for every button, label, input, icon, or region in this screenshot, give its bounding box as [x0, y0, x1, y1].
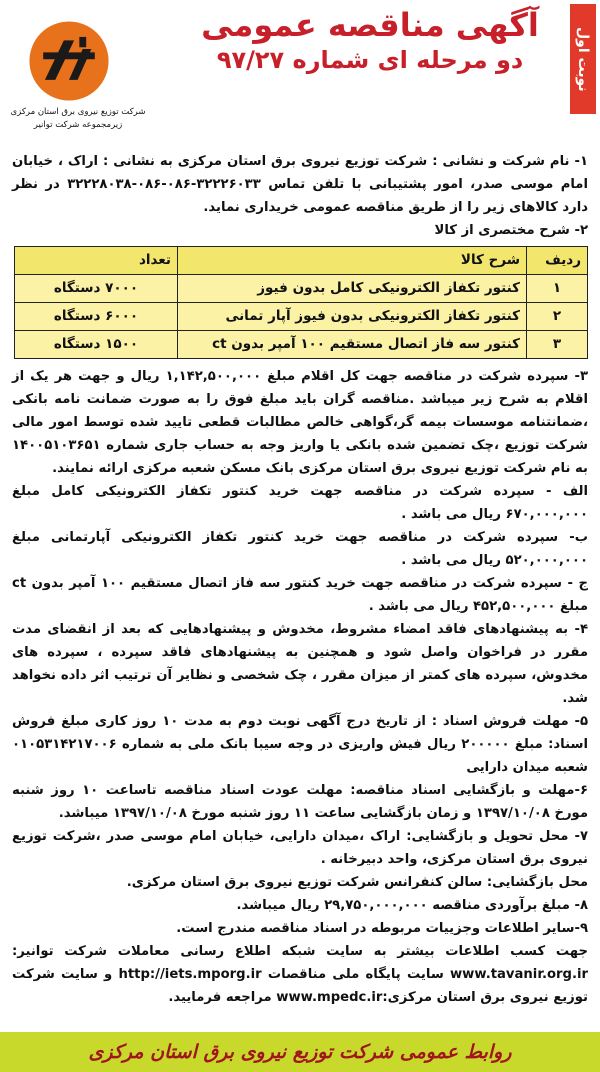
- logo-caption: [8, 106, 148, 132]
- row-quantity: ۶۰۰۰ دستگاه: [15, 303, 178, 331]
- section-3a: الف - سپرده شرکت در مناقصه جهت خرید کنتور تکفاز الکترونیکی کامل مبلغ ۶۷۰,۰۰۰,۰۰۰ ریال می باشد .: [12, 484, 588, 522]
- col-quantity-header: تعداد: [15, 247, 178, 275]
- section-3b: ب- سپرده شرکت در مناقصه جهت خرید کنتور تکفاز الکترونیکی آپارتمانی مبلغ ۵۲۰,۰۰۰,۰۰۰ ریال می باشد .: [12, 530, 588, 568]
- section-7-opening-place: محل بازگشایی: سالن کنفرانس شرکت توزیع نیروی برق استان مرکزی.: [126, 875, 588, 890]
- section-3: ۳- سپرده شرکت در مناقصه جهت کل اقلام مبلغ ۱,۱۴۲,۵۰۰,۰۰۰ ریال و جهت هر یک از اقلام به شرح زیر میباشد .مناقصه گران باید مبلغ فوق را به صورت ضمانت نامه بانکی ،ضمانتنامه موسسات بیمه گر،گواهی خالص مطالبات قطعی تایید شده توسط امور مالی شرکت توزیع ،چک تضمین شده بانکی یا واریز وجه به حساب جاری شماره ۱۴۰۰۵۱۰۳۶۵۱ به نام شرکت توزیع نیروی برق استان مرکزی بانک مسکن شعبه مرکزی ارائه نمایند.: [12, 369, 588, 476]
- table-row: [15, 331, 588, 359]
- col-description-header: شرح کالا: [178, 247, 527, 275]
- section-info-links: جهت کسب اطلاعات بیشتر به سایت شبکه اطلاع رسانی معاملات شرکت توانیر: www.tavanir.org.ir سایت پایگاه ملی مناقصات http://iets.mporg.ir و سایت شرکت توزیع نیروی برق استان مرکزی:www.mpedc.ir مراجعه فرمایید.: [12, 944, 588, 1005]
- notice-title: آگهی مناقصه عمومی: [201, 6, 539, 44]
- row-quantity: ۱۵۰۰ دستگاه: [15, 331, 178, 359]
- table-row: [15, 303, 588, 331]
- logo-caption-parent: زیرمجموعه شرکت توانیر: [33, 120, 123, 130]
- section-5: ۵- مهلت فروش اسناد : از تاریخ درج آگهی نوبت دوم به مدت ۱۰ روز کاری مبلغ فروش اسناد: مبلغ ۲۰۰۰۰۰ ریال فیش واریزی در وجه سیبا بانک ملی به شماره ۰۱۰۵۳۱۴۲۱۷۰۰۶ شعبه میدان دارایی: [12, 714, 589, 775]
- section-6: ۶-مهلت و بازگشایی اسناد مناقصه: مهلت عودت اسناد مناقصه تاساعت ۱۰ روز شنبه مورخ ۱۳۹۷/۱۰/۰۸ و زمان بازگشایی ساعت ۱۱ روز شنبه مورخ ۱۳۹۷/۱۰/۰۸ میباشد.: [12, 783, 589, 821]
- section-1: ۱- نام شرکت و نشانی : شرکت توزیع نیروی برق استان مرکزی به نشانی : اراک ، خیابان امام موسی صدر، امور پشتیبانی با تلفن تماس ۳۲۲۲۶۰۳۳-۰۸۶-۰۸۶-۳۲۲۲۸۰۳۸ در نظر دارد کالاهای زیر را از طریق مناقصه عمومی خریداری نماید.: [12, 154, 588, 215]
- section-3c: ج - سپرده شرکت در مناقصه جهت خرید کنتور سه فاز اتصال مستقیم ۱۰۰ آمپر بدون ct مبلغ ۴۵۲,۵۰۰,۰۰۰ ریال می باشد .: [12, 576, 588, 614]
- notice-subtitle: دو مرحله ای شماره ۹۷/۲۷: [216, 46, 524, 74]
- section-4: ۴- به پیشنهادهای فاقد امضاء مشروط، مخدوش و پیشنهادهایی که بعد از انقضای مدت مقرر در فراخوان واصل شود و همچنین به پیشنهادهای فاقد سپرده ، سپرده های مخدوش، سپرده های کمتر از میزان مقرر ، چک شخصی و نظایر آن ترتیب اثر داده نخواهد شد.: [12, 622, 588, 706]
- row-number: ۲: [527, 303, 588, 331]
- row-number: ۱: [527, 275, 588, 303]
- company-logo-icon: [26, 18, 112, 104]
- section-2: ۲- شرح مختصری از کالا: [434, 223, 588, 238]
- notice-header: [0, 0, 600, 150]
- section-8: ۸- مبلغ برآوردی مناقصه ۲۹,۷۵۰,۰۰۰,۰۰۰ ریال میباشد.: [236, 898, 588, 913]
- row-description: کنتور سه فاز اتصال مستقیم ۱۰۰ آمپر بدون ct: [178, 331, 527, 359]
- row-number: ۳: [527, 331, 588, 359]
- items-table: [14, 246, 588, 359]
- logo-caption-company: شرکت توزیع نیروی برق استان مرکزی: [10, 107, 146, 117]
- title-block: [180, 6, 560, 74]
- col-row-header: ردیف: [527, 247, 588, 275]
- table-header-row: [15, 247, 588, 275]
- section-7: ۷- محل تحویل و بازگشایی: اراک ،میدان دارایی، خیابان امام موسی صدر ،شرکت توزیع نیروی برق استان مرکزی، واحد دبیرخانه .: [12, 829, 588, 867]
- insertion-tag: نوبت اول: [570, 4, 596, 114]
- row-description: کنتور تکفاز الکترونیکی کامل بدون فیوز: [178, 275, 527, 303]
- row-quantity: ۷۰۰۰ دستگاه: [15, 275, 178, 303]
- section-9: ۹-سایر اطلاعات وجزییات مربوطه در اسناد مناقصه مندرج است.: [176, 921, 588, 936]
- notice-body: [0, 150, 600, 1009]
- table-row: [15, 275, 588, 303]
- footer-banner: روابط عمومی شرکت توزیع نیروی برق استان مرکزی: [0, 1032, 600, 1072]
- row-description: کنتور تکفاز الکترونیکی بدون فیوز آپار تمانی: [178, 303, 527, 331]
